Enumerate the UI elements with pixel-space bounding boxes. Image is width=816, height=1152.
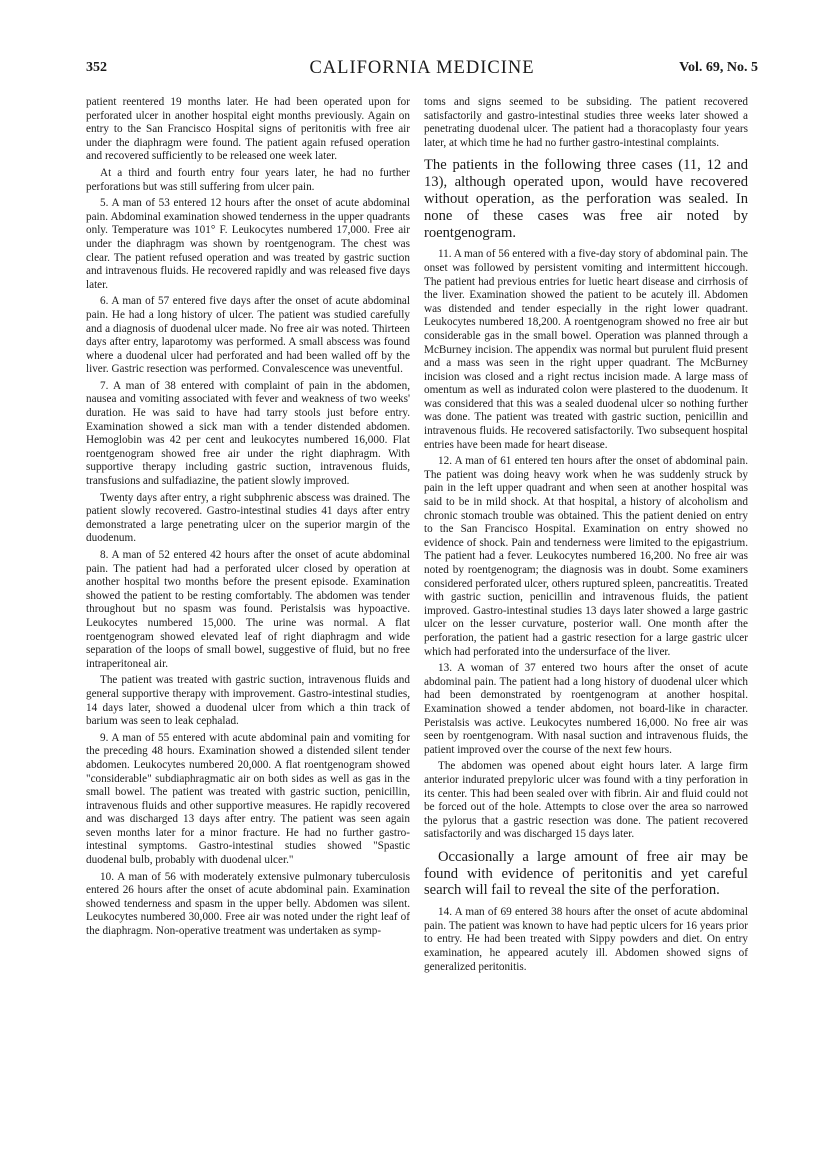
case-7-paragraph: 7. A man of 38 entered with complaint of pain in the abdomen, nausea and vomiting associated with fever and weakness of two weeks' duration. He was said to have had tarry stools just before entry. Examination showed a sick man with a tender distended abdomen. Hemoglobin was 42 per cent and leukocytes numbered 16,000. Flat roentgenogram showed free air under the right diaphragm. With supportive therapy including gastric suction, intravenous fluids, transfusions and sulfadiazine, the patient slowly improved. [86,379,410,488]
case-11-paragraph: 11. A man of 56 entered with a five-day story of abdominal pain. The onset was followed by persistent vomiting and intermittent hiccough. The patient had previous entries for luetic heart disease and cirrhosis of the liver. Examination showed the patient to be acutely ill. Abdomen was distended and tender especially in the right lower quadrant. Leukocytes numbered 18,200. A roentgenogram showed no free air but considerable gas in the small bowel. Operation was planned through a McBurney incision. The appendix was normal but purulent fluid present and a mass was seen in the right upper quadrant. The McBurney incision was closed and a right rectus incision made. A large mass of omentum as well as indurated colon were plastered to the duodenum. It was considered that this was a sealed duodenal ulcer so nothing further was done. The patient was treated with gastric suction, penicillin and intravenous fluids. He recovered satisfactorily. Two subsequent hospital entries have been made for heart disease. [424,248,748,451]
case-13-paragraph: 13. A woman of 37 entered two hours after the onset of acute abdominal pain. The patient had a long history of duodenal ulcer which had been demonstrated by roentgenogram at another hospital. Examination showed a tender abdomen, not board-like in character. Peristalsis was active. Leukocytes numbered 16,000. No free air was seen by roentgenogram. With nasal suction and intravenous fluids, the patient improved over the course of the next few hours. [424,662,748,756]
case-8-paragraph: 8. A man of 52 entered 42 hours after the onset of acute abdominal pain. The patient had had a perforated ulcer closed by operation at another hospital two months before the present episode. Examination showed the patient to be resting comfortably. The abdomen was tender throughout but no spasm was found. Peristalsis was hypoactive. Leukocytes numbered 15,000. The urine was normal. A flat roentgenogram showed elevated leaf of right diaphragm and wide separation of the loops of small bowel, suggestive of fluid, but no free intraperitoneal air. [86,549,410,670]
case-12-paragraph: 12. A man of 61 entered ten hours after the onset of abdominal pain. The patient was doing heavy work when he was suddenly struck by pain in the left upper quadrant and when seen at another hospital was said to be in mild shock. At that hospital, a history of alcoholism and chronic stomach trouble was obtained. This the patient denied on entry to the San Francisco Hospital. Examination on entry showed no evidence of shock. Pain and tenderness were limited to the epigastrium. The patient had a fever. Leukocytes numbered 16,200. No free air was noted by roentgenogram; the diagnosis was in doubt. Some examiners considered perforated ulcer, others ruptured spleen, pancreatitis. Treated with gastric suction, penicillin and intravenous fluids, the patient improved. Gastro-intestinal studies 13 days later showed a large gastric ulcer on the lesser curvature, posterior wall. One month after the perforation, the patient had a gastric resection for a large gastric ulcer which had perforated into the undersurface of the liver. [424,455,748,658]
paragraph: The patient was treated with gastric suction, intravenous fluids and general supportive therapy with improvement. Gastro-intestinal studies, 14 days later, showed a duodenal ulcer from which a thin track of barium was seen to leak cephalad. [86,674,410,728]
case-6-paragraph: 6. A man of 57 entered five days after the onset of acute abdominal pain. He had a long history of ulcer. The patient was studied carefully and a diagnosis of duodenal ulcer made. No free air was noted. Thirteen days after entry, laparotomy was performed. A small abscess was found where a duodenal ulcer had perforated and had been walled off by the liver. Gastric resection was performed. Convalescence was uneventful. [86,295,410,376]
section-statement: The patients in the following three cases (11, 12 and 13), although operated upon, would have recovered without operation, as the perforation was sealed. In none of these cases was free air noted by roentgenogram. [424,157,748,241]
volume-issue: Vol. 69, No. 5 [679,60,758,75]
case-9-paragraph: 9. A man of 55 entered with acute abdominal pain and vomiting for the preceding 48 hours. Examination showed a distended silent tender abdomen. Leukocytes numbered 20,000. A flat roentgenogram showed "considerable" subdiaphragmatic air on both sides as well as gas in the small bowel. The patient was treated with gastric suction, penicillin, intravenous fluids and other supportive measures. He rapidly recovered and was discharged 13 days after entry. The patient was seen again seven months later for a minor fracture. He had no further gastro-intestinal symptoms. Gastro-intestinal studies showed "Spastic duodenal bulb, probably with duodenal ulcer." [86,731,410,867]
page-header [86,58,758,80]
case-10-paragraph: 10. A man of 56 with moderately extensive pulmonary tuberculosis entered 26 hours after the onset of acute abdominal pain. Examination showed tenderness and spasm in the upper belly. Abdomen was silent. Leukocytes numbered 30,000. Free air was noted under the right leaf of the diaphragm. Non-operative treatment was undertaken as symp- [86,870,410,938]
paragraph: Twenty days after entry, a right subphrenic abscess was drained. The patient slowly recovered. Gastro-intestinal studies 41 days after entry demonstrated a large penetrating ulcer on the superior margin of the duodenum. [86,491,410,545]
left-column [86,96,410,942]
right-column [424,96,748,977]
paragraph: At a third and fourth entry four years later, he had no further perforations but was still suffering from ulcer pain. [86,166,410,193]
journal-title: CALIFORNIA MEDICINE [309,58,535,78]
page-number: 352 [86,60,107,75]
paragraph: The abdomen was opened about eight hours later. A large firm anterior indurated prepyloric ulcer was found with a tiny perforation in its center. This had been sealed over with fibrin. Air and fluid could not be forced out of the hole. Attempts to close over the area so narrowed the pylorus that a gastric resection was done. The patient recovered satisfactorily and was discharged 15 days later. [424,760,748,841]
case-14-paragraph: 14. A man of 69 entered 38 hours after the onset of acute abdominal pain. The patient was known to have had peptic ulcers for 16 years prior to entry. He had been treated with Sippy powders and diet. On entry examination, he appeared acutely ill. Abdomen showed signs of generalized peritonitis. [424,906,748,973]
paragraph: patient reentered 19 months later. He had been operated upon for perforated ulcer in another hospital eight months previously. Again on entry to the San Francisco Hospital signs of peritonitis with free air under the diaphragm were found. The patient again refused operation and recovered sufficiently to be released one week later. [86,96,410,163]
paragraph: toms and signs seemed to be subsiding. The patient recovered satisfactorily and gastro-intestinal studies three weeks later showed a penetrating duodenal ulcer. The patient had a thoracoplasty four years later, at which time he had no further gastro-intestinal complaints. [424,96,748,149]
section-statement: Occasionally a large amount of free air may be found with evidence of peritonitis and yet careful search will fail to reveal the site of the perforation. [424,848,748,899]
case-5-paragraph: 5. A man of 53 entered 12 hours after the onset of acute abdominal pain. Abdominal examination showed tenderness in the upper quadrants only. Temperature was 101° F. Leukocytes numbered 17,000. Free air under the diaphragm was shown by roentgenogram. The chest was clear. The patient refused operation and was treated by gastric suction and intravenous fluids. He recovered rapidly and was released five days later. [86,197,410,291]
